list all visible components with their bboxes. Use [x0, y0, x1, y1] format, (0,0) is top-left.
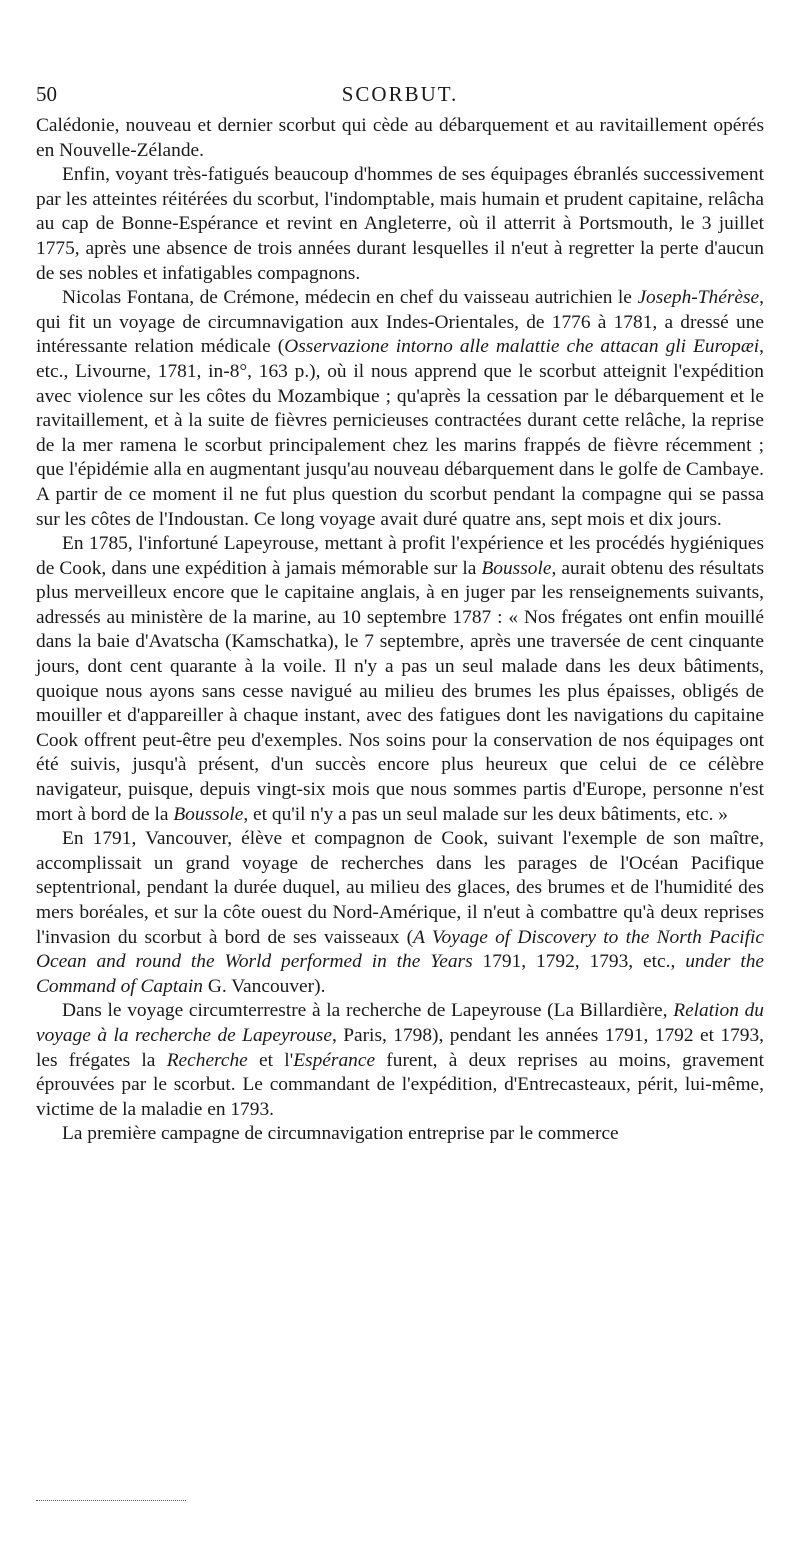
italic-text: Joseph-Thérèse: [637, 287, 760, 309]
italic-text: Recherche: [166, 1049, 248, 1071]
italic-text: Boussole: [173, 803, 244, 825]
running-title: SCORBUT.: [341, 82, 459, 106]
text-run: , et qu'il n'y a pas un seul malade sur les deux bâtiments, etc. »: [243, 803, 728, 825]
italic-text: under the Command of Captain: [36, 951, 765, 997]
text-run: , qui fit un voyage de circumnavigation aux Indes-Orientales, de 1776 à 1781, a dressé une intéressante relation médicale (: [36, 287, 764, 358]
text-run: Dans le voyage circumterrestre à la recherche de Lapeyrouse (La Billardière,: [62, 1000, 674, 1022]
text-run: 1791, 1792, 1793, etc.,: [472, 951, 686, 973]
paragraph: [36, 827, 764, 999]
text-run: Calédonie, nouveau et dernier scorbut qui cède au débarquement et au ravitaillement opérés en Nouvelle-Zélande.: [36, 115, 764, 161]
text-run: , etc., Livourne, 1781, in-8°, 163 p.), où il nous apprend que le scorbut atteignit l'expédition avec violence sur les côtes du Mozambique ; qu'après la cessation par le débarquement et le ravitaillement, et à la suite de fièvres pernicieuses contractées durant cette relâche, la reprise de la mer ramena le scorbut principalement chez les marins frappés de fièvre récemment ; que l'épidémie alla en augmentant jusqu'au nouveau débarquement dans le golfe de Cambaye. A partir de ce moment il ne fut plus question du scorbut pendant la compagne qui se passa sur les côtes de l'Indoustan. Ce long voyage avait duré quatre ans, sept mois et dix jours.: [36, 336, 765, 530]
paragraph: [36, 999, 764, 1122]
paragraph: [36, 114, 764, 163]
italic-text: A Voyage of Discovery to the North Pacific Ocean and round the World performed in the Years: [36, 926, 764, 973]
book-page: [36, 78, 764, 1147]
text-run: Nicolas Fontana, de Crémone, médecin en chef du vaisseau autrichien le: [62, 287, 638, 309]
text-run: furent, à deux reprises au moins, gravement éprouvées par le scorbut. Le commandant de l'expédition, d'Entrecasteaux, périt, lui-même, victime de la maladie en 1793.: [36, 1049, 764, 1120]
paragraph: [36, 532, 764, 827]
footer-rule: [36, 1500, 186, 1501]
italic-text: Boussole: [481, 557, 552, 579]
text-run: La première campagne de circumnavigation entreprise par le commerce: [62, 1123, 619, 1145]
paragraph: [36, 1122, 764, 1147]
page-number: 50: [36, 82, 57, 106]
italic-text: Espérance: [293, 1049, 376, 1071]
text-run: Enfin, voyant très-fatigués beaucoup d'hommes de ses équipages ébranlés successivement par les atteintes réitérées du scorbut, l'indomptable, mais humain et prudent capitaine, relâcha au cap de Bonne-Espérance et revint en Angleterre, où il atterrit à Portsmouth, le 3 juillet 1775, après une absence de trois années durant lesquelles il n'eut à regretter la perte d'aucun de ses nobles et infatigables compagnons.: [36, 164, 764, 284]
text-run: , Paris, 1798), pendant les années 1791, 1792 et 1793, les frégates la: [36, 1024, 765, 1071]
body-text: [36, 114, 764, 1147]
paragraph: [36, 163, 764, 286]
paragraph: [36, 286, 764, 532]
text-run: , aurait obtenu des résultats plus merveilleux encore que le capitaine anglais, à en juger par les renseignements suivants, adressés au ministère de la marine, au 10 septembre 1787 : « Nos frégates ont enfin mouillé dans la baie d'Avatscha (Kamschatka), le 7 septembre, après une traversée de cent cinquante jours, dont cent quarante à la voile. Il n'y a pas un seul malade dans les deux bâtiments, quoique nous ayons sans cesse navigué au milieu des brumes les plus épaisses, obligés de mouiller et d'appareiller à chaque instant, avec des fatigues dont les navigations du capitaine Cook offrent peut-être peu d'exemples. Nos soins pour la conservation de nos équipages ont été suivis, jusqu'à présent, d'un succès encore plus heureux que celui de ce célèbre navigateur, puisque, depuis vingt-six mois que nous sommes partis d'Europe, personne n'est mort à bord de la: [36, 557, 764, 825]
text-run: En 1791, Vancouver, élève et compagnon de Cook, suivant l'exemple de son maître, accomplissait un grand voyage de recherches dans les parages de l'Océan Pacifique septentrional, pendant la durée duquel, au milieu des glaces, des brumes et de l'humidité des mers boréales, et sur la côte ouest du Nord-Amérique, il n'eut à combattre qu'à deux reprises l'invasion du scorbut à bord de ses vaisseaux (: [36, 828, 764, 948]
text-run: En 1785, l'infortuné Lapeyrouse, mettant à profit l'expérience et les procédés hygiéniques de Cook, dans une expédition à jamais mémorable sur la: [36, 533, 764, 579]
italic-text: Osservazione intorno alle malattie che attacan gli Europæi: [284, 336, 760, 358]
text-run: G. Vancouver).: [203, 975, 326, 997]
page-header: [36, 78, 764, 106]
text-run: et l': [247, 1049, 294, 1071]
italic-text: Relation du voyage à la recherche de Lapeyrouse: [36, 1000, 765, 1046]
